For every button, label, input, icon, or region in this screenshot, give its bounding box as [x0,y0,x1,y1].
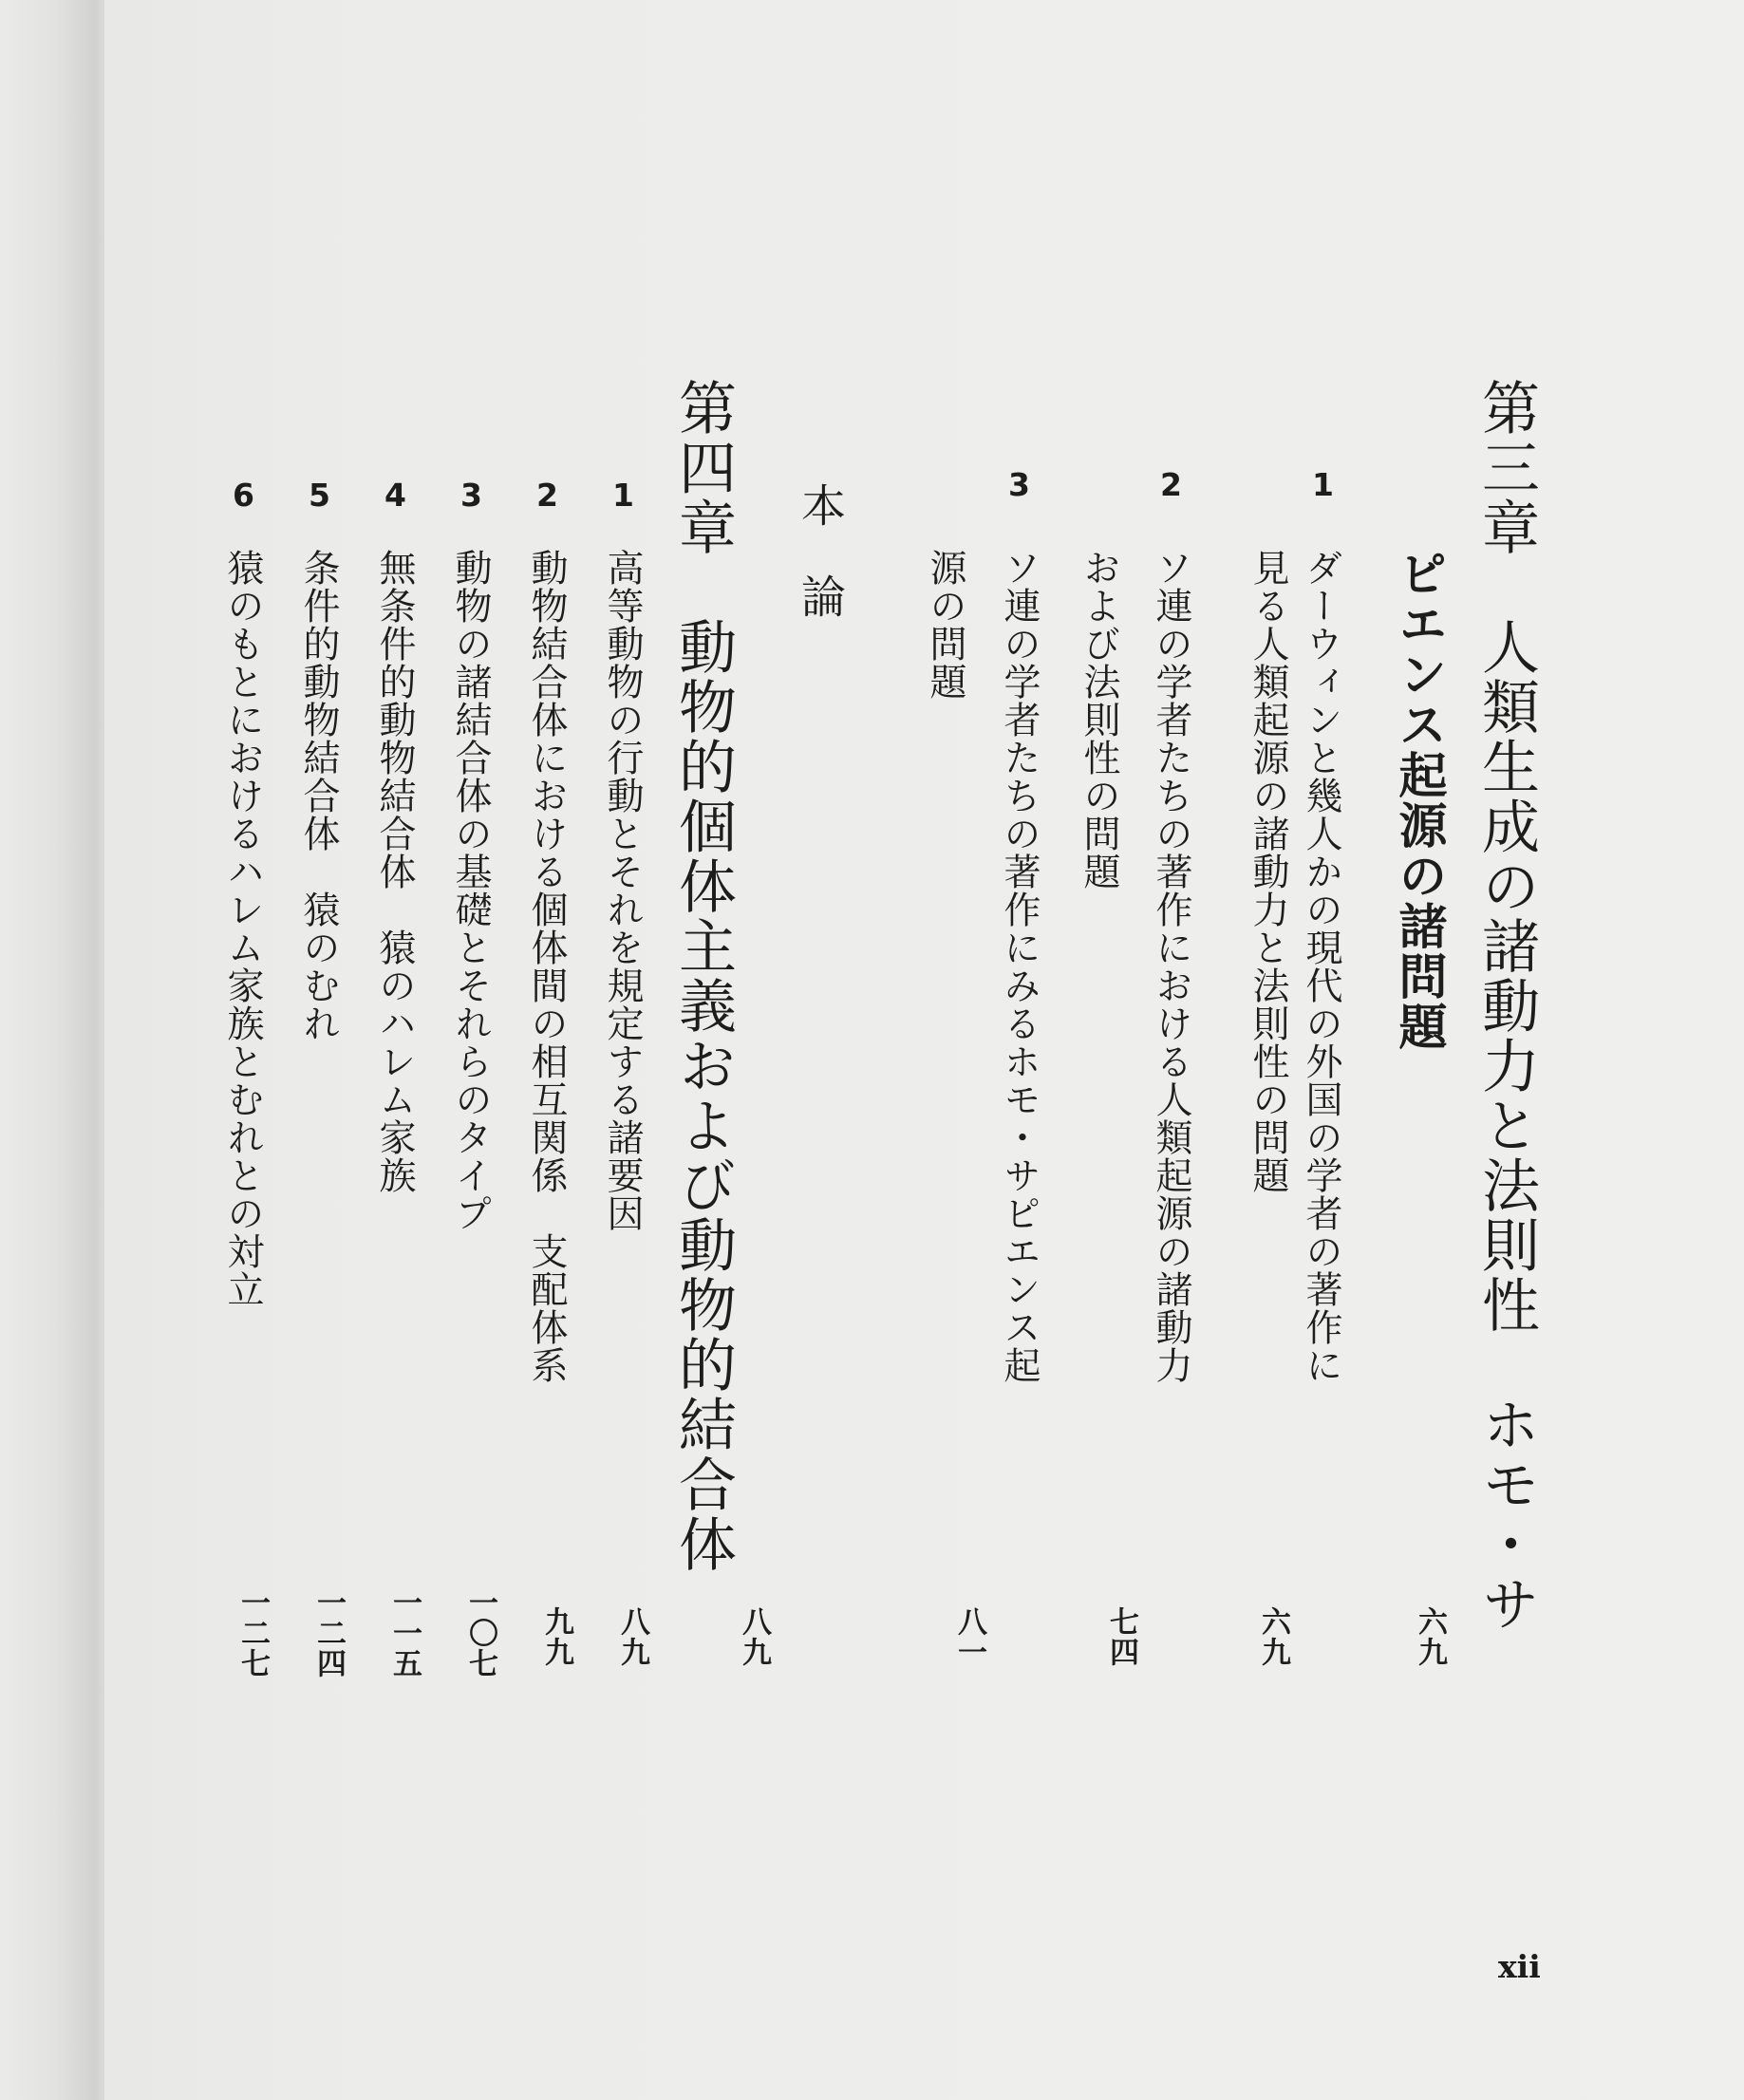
chapter3-item1-page: 六九 [1256,1606,1290,1667]
chapter4-item1-number: 1 [612,477,634,514]
chapter4-item6-page: 一二七 [235,1587,270,1678]
chapter3-item2-page: 七四 [1104,1606,1138,1667]
chapter4-item6-text: 猿のもとにおけるハレム家族とむれとの対立 [221,549,264,1308]
chapter3-item1-number: 1 [1312,466,1334,503]
page-folio: xii [1498,1948,1541,1985]
chapter3-item1-line1: ダーウィンと幾人かの現代の外国の学者の著作に [1300,549,1342,1384]
chapter4-item2-number: 2 [536,477,558,514]
chapter4-item3-text: 動物の諸結合体の基礎とそれらのタイプ [449,549,492,1232]
chapter4-item3-number: 3 [460,477,482,514]
chapter4-item6-number: 6 [233,477,254,514]
chapter3-title-line2: ピエンス起源の諸問題 [1390,549,1447,1052]
chapter4-item5-text: 条件的動物結合体 猿のむれ [297,549,340,1042]
chapter4-item4-page: 一一五 [387,1587,422,1678]
chapter3-item3-line1: ソ連の学者たちの著作にみるホモ・サピエンス起 [998,549,1041,1384]
chapter3-page-number: 六九 [1413,1606,1447,1667]
part-title: 本 論 [794,482,846,619]
chapter4-item3-page: 一〇七 [463,1587,497,1678]
chapter4-item5-page: 一二四 [311,1587,346,1678]
chapter4-item4-text: 無条件的動物結合体 猿のハレム家族 [373,549,416,1194]
chapter4-item2-page: 九九 [539,1606,573,1667]
chapter3-item3-line2: 源の問題 [924,549,966,701]
chapter4-title: 第四章 動物的個体主義および動物的結合体 [669,378,737,1574]
page-gutter-shadow [0,0,104,2100]
chapter4-page-number: 八九 [737,1606,771,1667]
chapter4-item2-text: 動物結合体における個体間の相互関係 支配体系 [525,549,568,1384]
chapter3-item1-line2: 見る人類起源の諸動力と法則性の問題 [1247,549,1289,1194]
chapter4-item5-number: 5 [309,477,330,514]
chapter4-item4-number: 4 [384,477,406,514]
chapter4-item1-page: 八九 [615,1606,649,1667]
chapter3-item3-number: 3 [1008,466,1030,503]
chapter3-item2-line2: および法則性の問題 [1078,549,1120,891]
chapter3-item2-line1: ソ連の学者たちの著作における人類起源の諸動力 [1150,549,1192,1384]
chapter3-item2-number: 2 [1160,466,1182,503]
chapter4-item1-text: 高等動物の行動とそれを規定する諸要因 [601,549,644,1232]
chapter3-title-line1: 第三章 人類生成の諸動力と法則性 ホモ・サ [1472,378,1540,1634]
chapter3-item3-page: 八一 [952,1606,986,1667]
